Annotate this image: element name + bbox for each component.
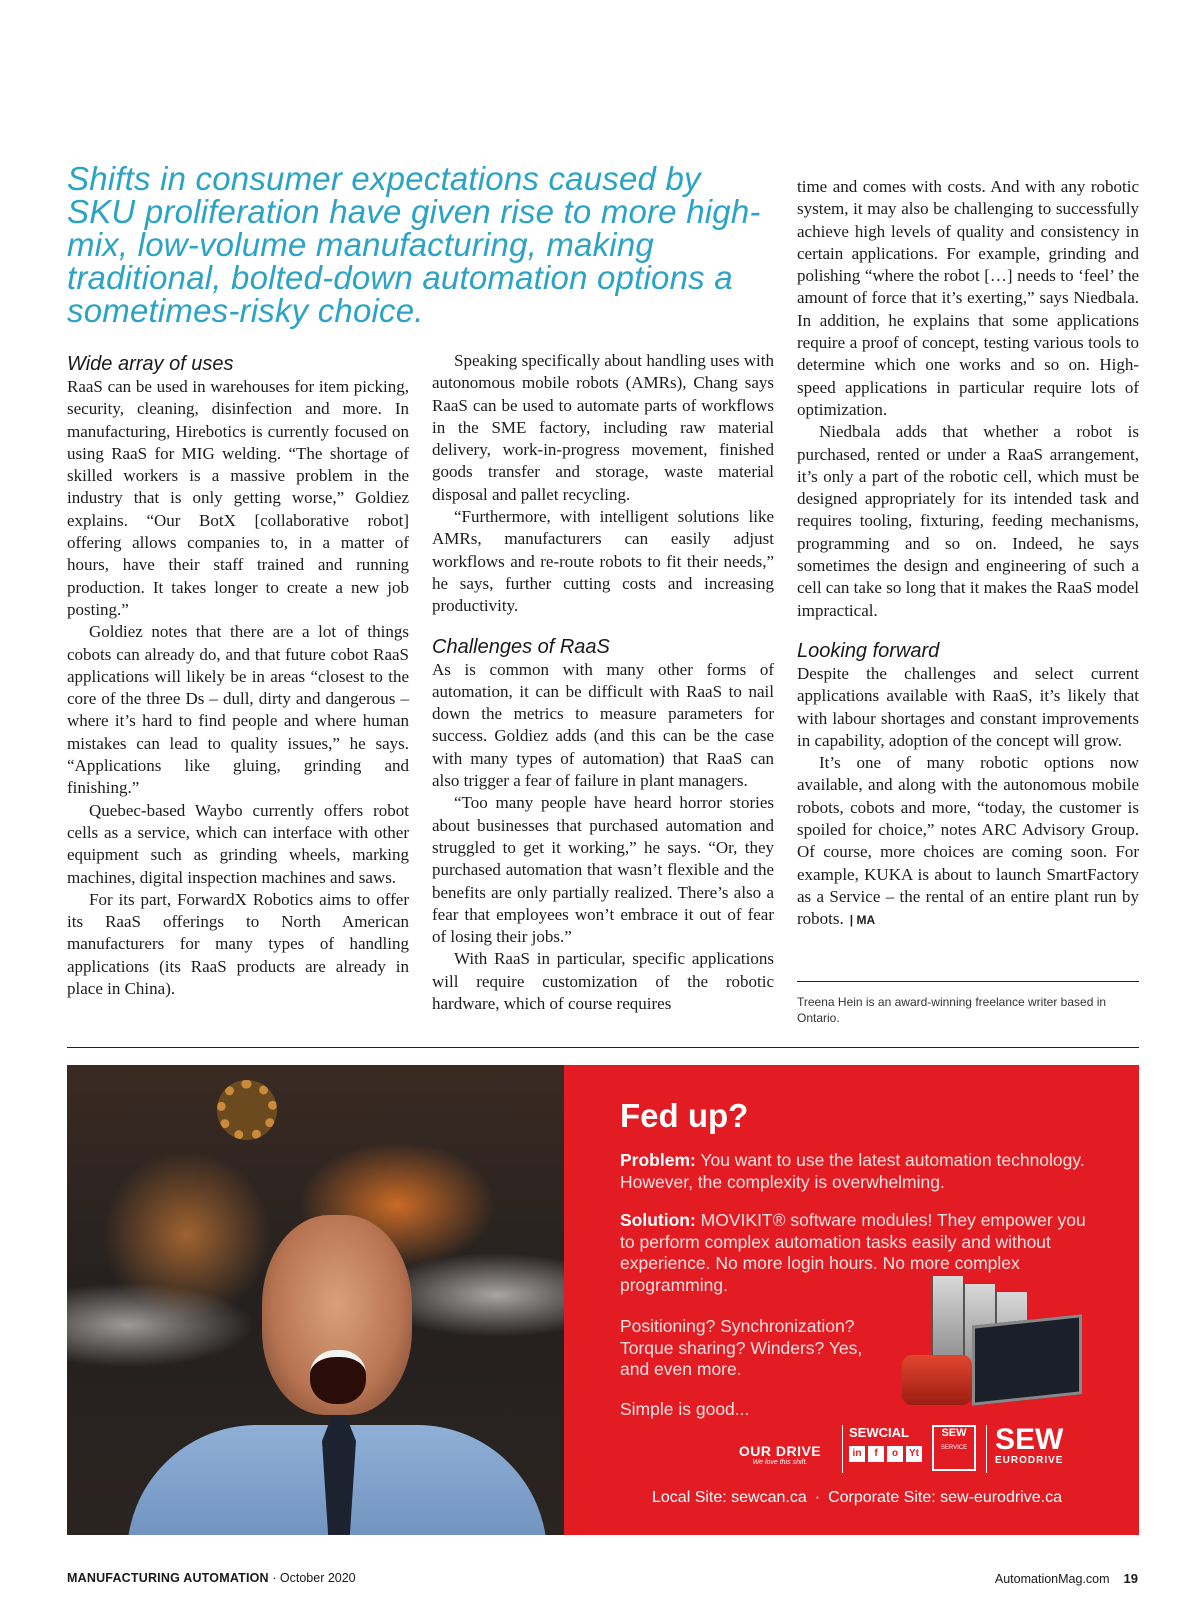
instagram-icon[interactable]: o [887, 1446, 903, 1462]
end-mark: | MA [849, 913, 876, 928]
facebook-icon[interactable]: f [868, 1446, 884, 1462]
author-bio: Treena Hein is an award-winning freelance writer based in Ontario. [797, 995, 1107, 1025]
ad-problem [620, 1150, 1090, 1193]
eurodrive-text: EURODRIVE [995, 1455, 1064, 1466]
footer-site [995, 1571, 1138, 1586]
publication-name: MANUFACTURING AUTOMATION [67, 1571, 269, 1585]
linkedin-icon[interactable]: in [849, 1446, 865, 1462]
sew-text: SEW [995, 1423, 1064, 1456]
paragraph: For its part, ForwardX Robotics aims to offer its RaaS offerings to North American manufacturers for many types of handling applications (its RaaS products are already in place in China). [67, 889, 409, 999]
issue-date: · October 2020 [268, 1571, 356, 1585]
tie-shape [322, 1415, 356, 1535]
site-url[interactable]: AutomationMag.com [994, 1572, 1110, 1586]
gear-icon [217, 1080, 277, 1140]
paragraph-text: It’s one of many robotic options now available, and along with the autonomous mobile robots, cobots and more, “today, the customer is spoiled for choice,” notes ARC Advisory Group. Of course, more choices are coming soon. For example, KUKA is about to launch SmartFactory as a Service – the rental of an entire plant run by robots. [797, 753, 1139, 929]
paragraph: Speaking specifically about handling uses with autonomous mobile robots (AMRs), Chang says RaaS can be used to automate parts of workflows in the SME factory, including raw material delivery, work-in-progress movement, finished goods transfer and storage, waste material disposal and pallet recycling. [432, 351, 774, 504]
footer-publication [67, 1571, 356, 1585]
paragraph: Niedbala adds that whether a robot is purchased, rented or under a RaaS arrangement, it’s only a part of the robotic cell, which must be designed appropriately for its intended task and requires tooling, fixturing, feeding mechanisms, programming and so on. Indeed, he says sometimes the design and engineering of such a cell can take so long that it makes the RaaS model impractical. [797, 422, 1139, 620]
our-drive-logo [734, 1425, 826, 1475]
article-column-3 [797, 176, 1139, 932]
article-column-1 [67, 350, 409, 1000]
solution-text: MOVIKIT® software modules! They empower you to perform complex automation tasks easily and without experience. No more login hours. No more complex programming. [620, 1210, 1086, 1295]
laptop-icon [972, 1314, 1082, 1406]
section-heading-looking-forward: Looking forward [797, 639, 940, 662]
section-heading-challenges: Challenges of RaaS [432, 635, 610, 658]
corporate-site-link[interactable]: Corporate Site: sew-eurodrive.ca [828, 1489, 1062, 1506]
drive-module [932, 1275, 964, 1365]
paragraph: With RaaS in particular, specific applications will require customization of the robotic hardware, which of course requires [432, 949, 774, 1014]
solution-label: Solution: [620, 1210, 696, 1230]
sewcial-text: SEWCIAL [849, 1425, 909, 1440]
ad-positioning: Positioning? Synchronization? Torque sharing? Winders? Yes, and even more. [620, 1316, 863, 1379]
article-column-2 [432, 350, 774, 1015]
ad-simple: Simple is good... [620, 1399, 750, 1419]
our-drive-tagline: We love this shift. [752, 1459, 808, 1466]
social-icons [849, 1446, 922, 1462]
pull-quote: Shifts in consumer expectations caused by SKU proliferation have given rise to more high-mix, low-volume manufacturing, making traditional, bolted-down automation options a sometimes-risky choice. [67, 160, 761, 329]
paragraph: time and comes with costs. And with any robotic system, it may also be challenging to successfully achieve high levels of quality and consistency in certain applications. For example, grinding and polishing “where the robot […] needs to ‘feel’ the amount of force that it’s exerting,” says Niedbala. In addition, he explains that some applications require a proof of concept, testing various tools to determine which one works and so on. High-speed applications in particular require lots of optimization. [797, 177, 1139, 419]
advertisement[interactable] [67, 1065, 1139, 1535]
paragraph: Despite the challenges and select current applications available with RaaS, it’s likely that with labour shortages and constant improvements in capability, adoption of the concept will grow. [797, 663, 1139, 750]
product-image [902, 1275, 1102, 1445]
paragraph: “Furthermore, with intelligent solutions like AMRs, manufacturers can easily adjust workflows and re-route robots to fit their needs,” he says, further cutting costs and increasing productivity. [432, 507, 774, 616]
youtube-icon[interactable]: Yt [906, 1446, 922, 1462]
sew-eurodrive-logo [986, 1425, 1086, 1473]
mouth-shape [310, 1350, 366, 1404]
paragraph: Goldiez notes that there are a lot of things cobots can already do, and that future cobot RaaS applications will likely be in areas “closest to the core of the three Ds – dull, dirty and dangerous – where it’s hard to find people and where human mistakes can lead to quality issues,” he says. “Applications like gluing, grinding and finishing.” [67, 622, 409, 798]
sew-service-text: SEW [941, 1427, 967, 1439]
sew-service-sub: SERVICE [940, 1445, 968, 1451]
motor-icon [902, 1355, 972, 1405]
ad-red-panel [564, 1065, 1139, 1535]
paragraph: “Too many people have heard horror stories about businesses that purchased automation and struggled to get it working,” he says. “Or, they purchased automation that wasn’t flexible and the benefits are only partially realized. There’s also a fear that employees won’t embrace it out of fear of losing their jobs.” [432, 793, 774, 947]
problem-text: You want to use the latest automation technology. However, the complexity is overwhelming. [620, 1150, 1085, 1192]
page-divider [67, 1047, 1139, 1048]
page-number: 19 [1123, 1571, 1138, 1586]
paragraph: As is common with many other forms of automation, it can be difficult with RaaS to nail down the metrics to measure parameters for success. Goldiez adds (and this can be the case with many types of automation) that RaaS can also trigger a fear of failure in plant managers. [432, 659, 774, 791]
logo-row [734, 1425, 1114, 1475]
paragraph: Quebec-based Waybo currently offers robot cells as a service, which can interface with other equipment such as grinding wheels, marking machines, digital inspection machines and saws. [67, 800, 409, 887]
local-site-link[interactable]: Local Site: sewcan.ca [652, 1489, 807, 1506]
paragraph: RaaS can be used in warehouses for item picking, security, cleaning, disinfection and more. In manufacturing, Hirebotics is currently focused on using RaaS for MIG welding. “The shortage of skilled workers is a massive problem in the industry that is only getting worse,” Goldiez explains. “Our BotX [collaborative robot] offering allows companies to, in a matter of hours, have their staff trained and running production. It takes longer to create a new job posting.” [67, 377, 409, 619]
bio-divider [797, 981, 1139, 982]
sewcial-logo[interactable] [842, 1425, 922, 1473]
our-drive-text: OUR DRIVE [738, 1443, 822, 1459]
sew-service-logo [932, 1425, 976, 1471]
problem-label: Problem: [620, 1150, 696, 1170]
site-separator: · [814, 1489, 821, 1506]
section-heading-wide-array: Wide array of uses [67, 353, 234, 375]
paragraph-final [797, 752, 1139, 931]
angry-man-photo [67, 1065, 577, 1535]
ad-sites [652, 1489, 1062, 1507]
ad-headline: Fed up? [620, 1097, 749, 1134]
